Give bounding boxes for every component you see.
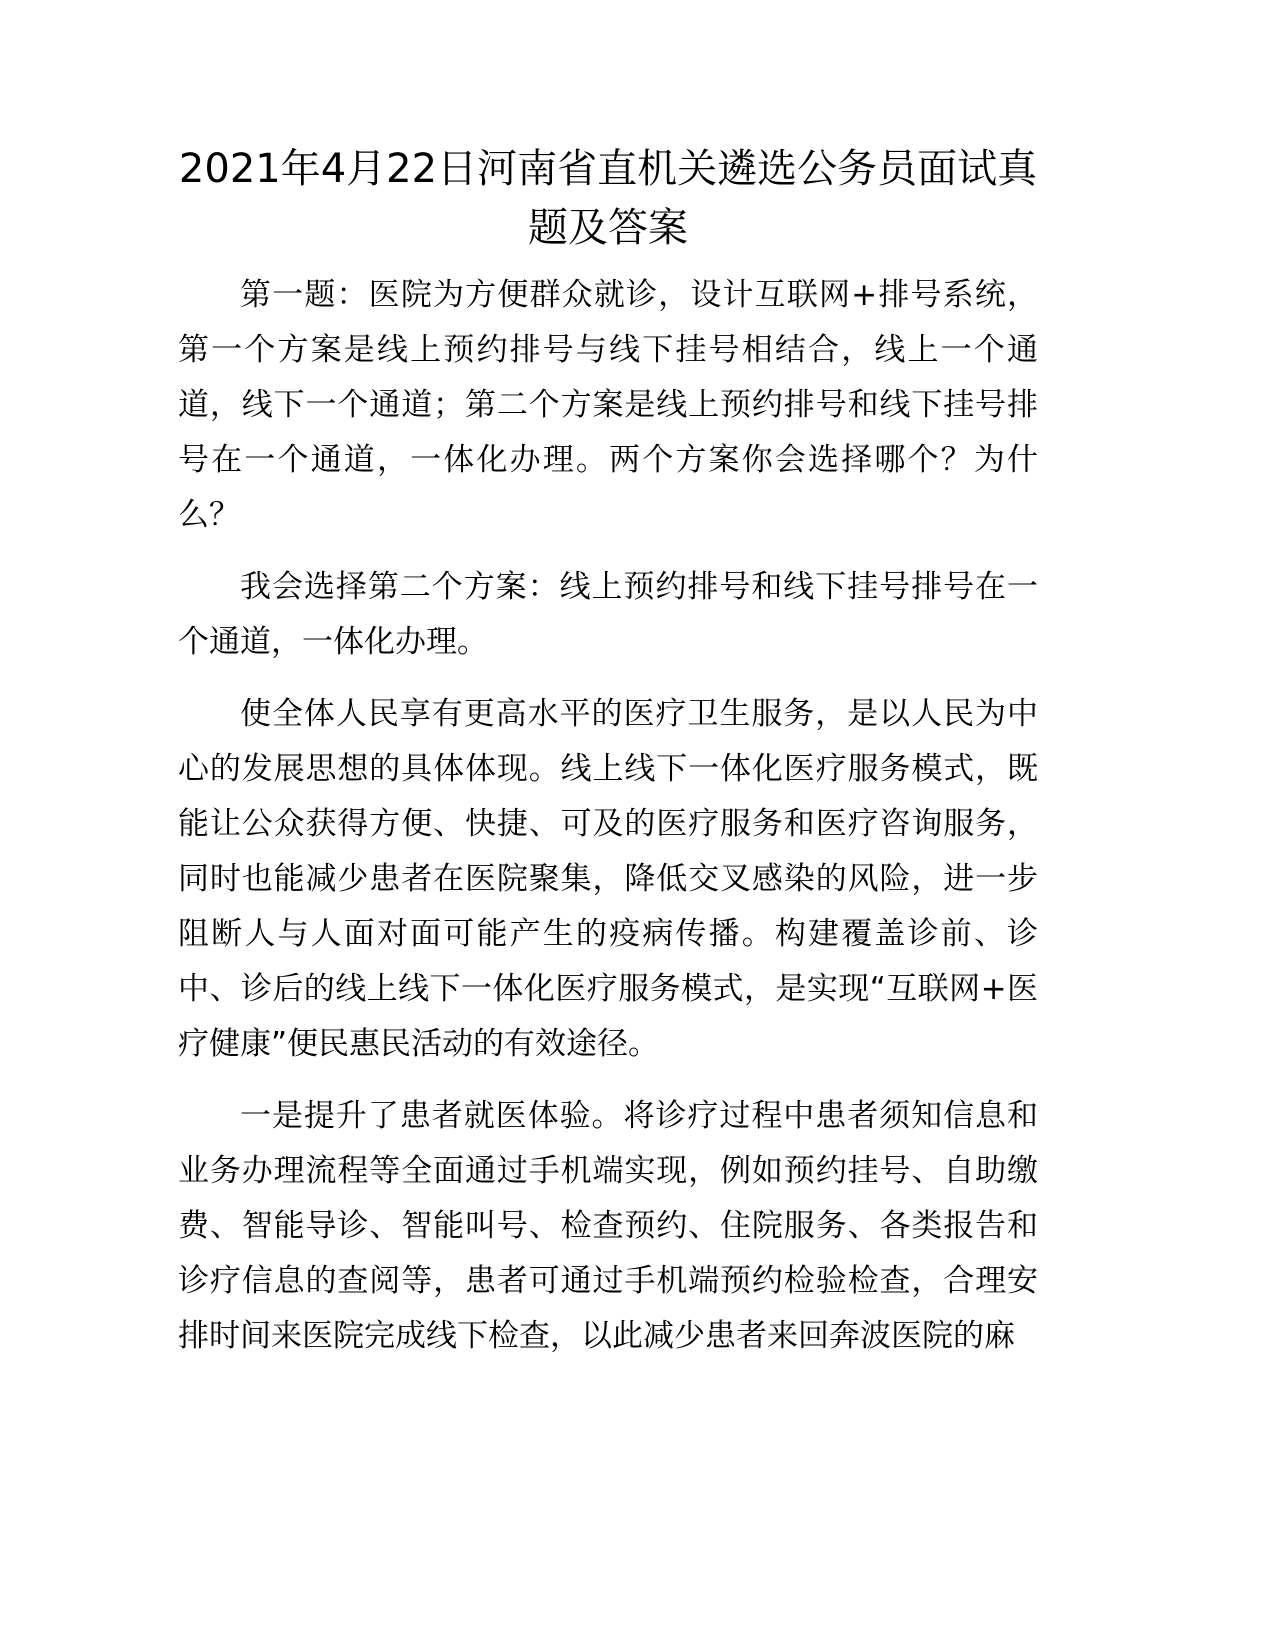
document-page [178,140,1038,1364]
paragraph-rationale: 使全体人民享有更高水平的医疗卫生服务，是以人民为中心的发展思想的具体体现。线上线下一体化医疗服务模式，既能让公众获得方便、快捷、可及的医疗服务和医疗咨询服务，同时也能减少患者在医院聚集，降低交叉感染的风险，进一步阻断人与人面对面可能产生的疫病传播。构建覆盖诊前、诊中、诊后的线上线下一体化医疗服务模式，是实现“互联网+医疗健康”便民惠民活动的有效途径。 [178,696,1038,1062]
paragraph-question: 第一题：医院为方便群众就诊，设计互联网+排号系统，第一个方案是线上预约排号与线下挂号相结合，线上一个通道，线下一个通道；第二个方案是线上预约排号和线下挂号排号在一个通道，一体化办理。两个方案你会选择哪个？为什么？ [178,277,1038,533]
paragraph-answer-choice: 我会选择第二个方案：线上预约排号和线下挂号排号在一个通道，一体化办理。 [178,569,1038,660]
paragraph-point-one: 一是提升了患者就医体验。将诊疗过程中患者须知信息和业务办理流程等全面通过手机端实现，例如预约挂号、自助缴费、智能导诊、智能叫号、检查预约、住院服务、各类报告和诊疗信息的查阅等，患者可通过手机端预约检验检查，合理安排时间来医院完成线下检查，以此减少患者来回奔波医院的麻 [178,1098,1038,1354]
document-title: 2021年4月22日河南省直机关遴选公务员面试真题及答案 [178,146,1038,251]
